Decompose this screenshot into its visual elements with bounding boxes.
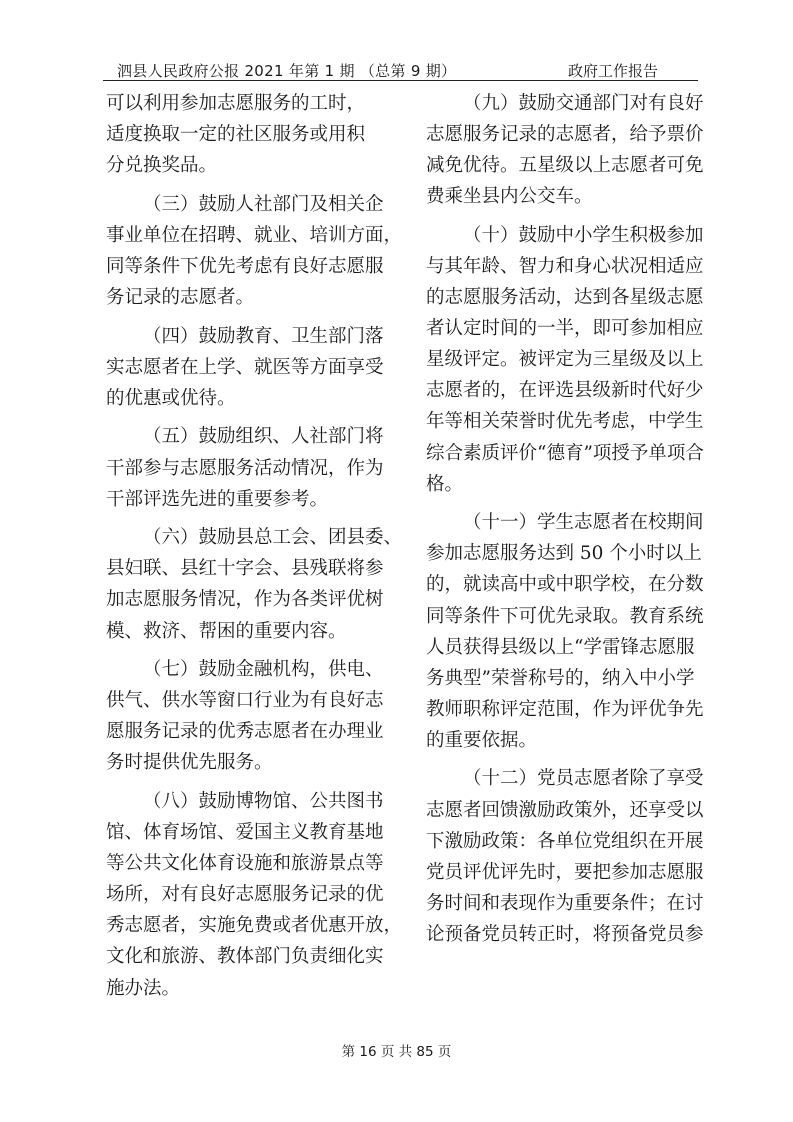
header-rule bbox=[103, 80, 698, 81]
text-line: 务记录的志愿者。 bbox=[106, 287, 255, 309]
paragraph bbox=[106, 88, 406, 181]
text-line: 的，就读高中或中职学校，在分数 bbox=[426, 574, 704, 596]
paragraph bbox=[426, 220, 724, 500]
text-line: 同等条件下优先考虑有良好志愿服 bbox=[106, 255, 384, 277]
text-line: （十二）党员志愿者除了享受 bbox=[463, 768, 704, 790]
text-line: 模、救济、帮困的重要内容。 bbox=[106, 620, 347, 642]
text-line: 可以利用参加志愿服务的工时， bbox=[106, 93, 366, 114]
text-line: 综合素质评价“德育”项授予单项合 bbox=[426, 442, 704, 464]
text-line: 县妇联、县红十字会、县残联将参 bbox=[106, 558, 384, 580]
text-line: 加志愿服务情况，作为各类评优树 bbox=[106, 589, 384, 611]
text-line: 人员获得县级以上“学雷锋志愿服 bbox=[426, 636, 695, 658]
text-line: 与其年龄、智力和身心状况相适应 bbox=[426, 255, 704, 277]
text-line: （八）鼓励博物馆、公共图书 bbox=[143, 790, 384, 812]
text-line: 事业单位在招聘、就业、培训方面， bbox=[106, 224, 403, 246]
text-line: 志愿服务记录的志愿者，给予票价 bbox=[426, 124, 704, 146]
text-line: 志愿者的，在评选县级新时代好少 bbox=[426, 380, 704, 402]
text-line: （五）鼓励组织、人社部门将 bbox=[143, 426, 384, 448]
paragraph bbox=[426, 507, 724, 756]
text-line: 志愿者回馈激励政策外，还享受以 bbox=[426, 799, 704, 821]
text-line: 下激励政策：各单位党组织在开展 bbox=[426, 830, 704, 852]
paragraph bbox=[106, 654, 406, 778]
text-line: 等公共文化体育设施和旅游景点等 bbox=[106, 853, 384, 875]
text-line: 同等条件下可优先录取。教育系统 bbox=[426, 605, 704, 627]
text-line: （七）鼓励金融机构，供电、 bbox=[143, 659, 384, 681]
text-line: 的重要依据。 bbox=[426, 729, 538, 751]
text-line: 参加志愿服务达到 50 个小时以上 bbox=[426, 543, 702, 565]
paragraph bbox=[106, 786, 406, 1004]
text-line: 实志愿者在上学、就医等方面享受 bbox=[106, 356, 384, 378]
text-line: 务时提供优先服务。 bbox=[106, 752, 273, 774]
page-header bbox=[103, 58, 698, 80]
text-line: （十一）学生志愿者在校期间 bbox=[463, 512, 704, 534]
text-line: 的优惠或优待。 bbox=[106, 387, 236, 409]
paragraph bbox=[106, 189, 406, 313]
text-line: 愿服务记录的优秀志愿者在办理业 bbox=[106, 721, 384, 743]
page-number: 第 16 页 共 85 页 bbox=[341, 1044, 452, 1060]
page-footer bbox=[0, 1040, 793, 1060]
text-line: 馆、体育场馆、爱国主义教育基地 bbox=[106, 822, 384, 844]
text-line: 年等相关荣誉时优先考虑，中学生 bbox=[426, 411, 704, 433]
text-line: 干部参与志愿服务活动情况，作为 bbox=[106, 457, 384, 479]
text-line: 供气、供水等窗口行业为有良好志 bbox=[106, 690, 384, 712]
section-title: 政府工作报告 bbox=[567, 62, 658, 80]
paragraph bbox=[106, 321, 406, 414]
text-line: 的志愿服务活动，达到各星级志愿 bbox=[426, 287, 704, 309]
text-line: 分兑换奖品。 bbox=[106, 155, 218, 177]
text-line: 党员评优评先时，要把参加志愿服 bbox=[426, 861, 704, 883]
right-column bbox=[426, 88, 724, 950]
paragraph bbox=[106, 522, 406, 646]
text-line: 适度换取一定的社区服务或用积 bbox=[106, 124, 366, 146]
text-line: 文化和旅游、教体部门负责细化实 bbox=[106, 946, 384, 968]
text-line: 星级评定。被评定为三星级及以上 bbox=[426, 349, 704, 371]
text-line: （六）鼓励县总工会、团县委、 bbox=[143, 527, 403, 549]
text-line: 干部评选先进的重要参考。 bbox=[106, 488, 329, 510]
text-line: （三）鼓励人社部门及相关企 bbox=[143, 193, 384, 215]
text-line: 费乘坐县内公交车。 bbox=[426, 186, 593, 208]
text-line: 者认定时间的一半，即可参加相应 bbox=[426, 318, 704, 340]
text-line: 场所，对有良好志愿服务记录的优 bbox=[106, 884, 384, 906]
text-line: 务典型”荣誉称号的，纳入中小学 bbox=[426, 667, 695, 689]
text-line: （四）鼓励教育、卫生部门落 bbox=[143, 325, 384, 347]
text-line: 务时间和表现作为重要条件；在讨 bbox=[426, 892, 704, 914]
text-line: 减免优待。五星级以上志愿者可免 bbox=[426, 155, 704, 177]
paragraph bbox=[426, 88, 724, 212]
text-line: 论预备党员转正时，将预备党员参 bbox=[426, 923, 704, 945]
paragraph bbox=[426, 763, 724, 950]
paragraph bbox=[106, 421, 406, 514]
text-line: （十）鼓励中小学生积极参加 bbox=[463, 224, 704, 246]
text-line: 教师职称评定范围，作为评优争先 bbox=[426, 698, 704, 720]
publication-title: 泗县人民政府公报 2021 年第 1 期 （总第 9 期） bbox=[117, 62, 457, 80]
text-line: 秀志愿者，实施免费或者优惠开放， bbox=[106, 915, 403, 937]
text-line: 施办法。 bbox=[106, 977, 181, 999]
text-line: （九）鼓励交通部门对有良好 bbox=[463, 93, 704, 114]
text-line: 格。 bbox=[426, 473, 464, 495]
left-column bbox=[106, 88, 406, 1004]
